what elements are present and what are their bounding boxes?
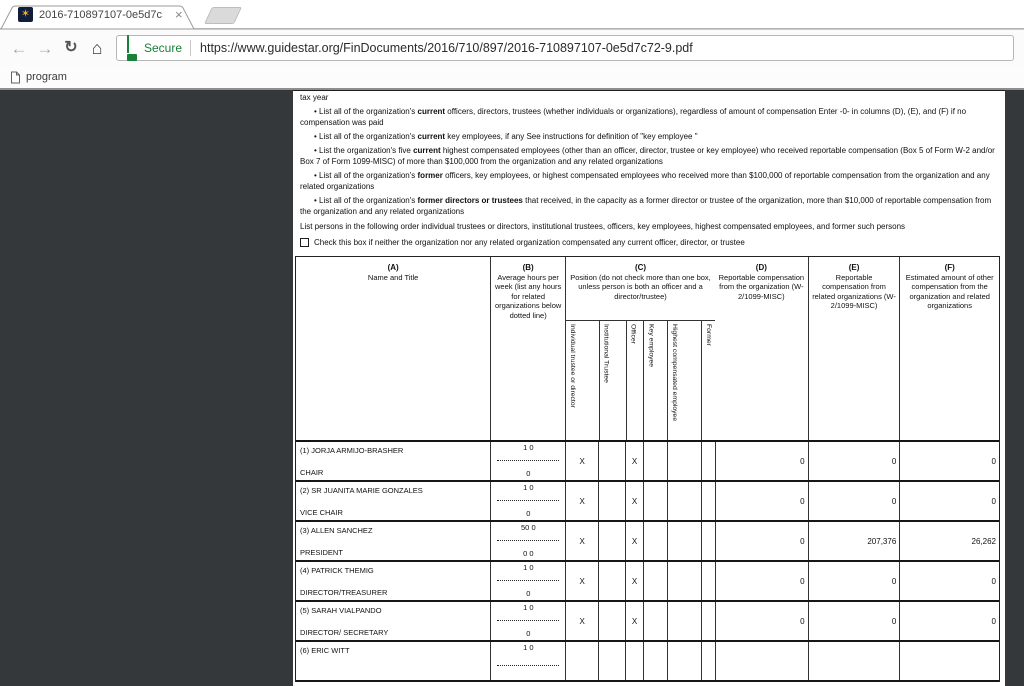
dotted-line	[497, 500, 559, 501]
form-rule-line	[293, 90, 1005, 91]
table-row: (4) PATRICK THEMIG DIRECTOR/TREASURER 1 0 0 X X 0 0 0	[296, 562, 999, 602]
col-header-name-title: (A) Name and Title	[367, 263, 419, 282]
person-title: CHAIR	[300, 468, 324, 477]
comp-related-value: 0	[808, 602, 900, 640]
instruction-bullet: • List all of the organization's current key employees, if any See instructions for definition of "key employee "	[300, 131, 998, 142]
other-comp-value: 26,262	[899, 522, 999, 560]
back-icon[interactable]: ←	[10, 38, 28, 58]
no-compensation-checkline	[300, 237, 998, 248]
pdf-page	[293, 90, 1005, 686]
col-header-reportable-comp-org: (D) Reportable compensation from the organization (W-2/1099-MISC)	[718, 263, 805, 301]
table-row: (3) ALLEN SANCHEZ PRESIDENT 50 0 0 0 X X 0 207,376 26,262	[296, 522, 999, 562]
other-comp-value: 0	[899, 482, 999, 520]
url-text[interactable]: https://www.guidestar.org/FinDocuments/2016/710/897/2016-710897107-0e5d7c72-9.pdf	[200, 41, 693, 55]
bookmarks-bar	[0, 66, 1024, 88]
instruction-bullet: • List all of the organization's former officers, key employees, or highest compensated employees who received more than $100,000 of reportable compensation from the organization and any related organizations	[300, 170, 998, 192]
person-name: (4) PATRICK THEMIG	[300, 566, 374, 575]
comp-related-value: 0	[808, 442, 900, 480]
browser-toolbar	[0, 30, 1024, 66]
reload-icon[interactable]: ↻	[64, 39, 78, 56]
subcol-individual-trustee: Individual trustee or director	[568, 324, 576, 408]
dotted-line	[497, 460, 559, 461]
person-name: (6) ERIC WITT	[300, 646, 350, 655]
subcol-key-employee: Key employee	[643, 321, 667, 440]
pdf-viewer[interactable]	[0, 88, 1024, 686]
checkbox-label: Check this box if neither the organization nor any related organization compensated any current officer, director, or trustee	[314, 238, 745, 247]
subcol-former: Former	[701, 321, 715, 440]
tax-year-text: tax year	[300, 93, 329, 102]
subcol-highest-compensated: Highest compensated employee	[667, 321, 701, 440]
comp-org-value: 0	[715, 602, 808, 640]
listing-order-note: List persons in the following order individual trustees or directors, institutional trustees, officers, key employees, highest compensated employees, and former such persons	[300, 222, 906, 231]
home-icon[interactable]: ⌂	[91, 38, 103, 58]
instruction-bullet: • List all of the organization's former directors or trustees that received, in the capacity as a former director or trustee of the organization, more than $10,000 of reportable compensation from the organization and any related organizations	[300, 195, 998, 217]
comp-org-value: 0	[715, 442, 808, 480]
person-title: DIRECTOR/TREASURER	[300, 588, 388, 597]
person-title: PRESIDENT	[300, 548, 343, 557]
checkbox-icon	[300, 238, 309, 247]
comp-org-value: 0	[715, 562, 808, 600]
dotted-line	[497, 620, 559, 621]
tab-title: 2016-710897107-0e5d7c	[39, 8, 162, 21]
bookmark-program[interactable]	[6, 70, 71, 85]
forward-icon[interactable]: →	[36, 38, 54, 58]
comp-org-value: 0	[715, 522, 808, 560]
comp-org-value: 0	[715, 482, 808, 520]
new-tab-button[interactable]	[204, 7, 242, 24]
secure-label[interactable]: Secure	[144, 41, 183, 55]
subcol-institutional-trustee: Institutional Trustee	[599, 321, 626, 440]
other-comp-value	[899, 642, 999, 680]
instruction-bullet: • List the organization's five current highest compensated employees (other than an officer, director, trustee or key employee) who received reportable compensation (Box 5 of Form W-2 and/or Box 7 of Form 1099-MISC) of more than $100,000 from the organization and any related organizations	[300, 145, 998, 167]
table-header	[296, 257, 999, 442]
browser-tab[interactable]	[0, 4, 196, 28]
col-header-other-comp: (F) Estimated amount of other compensation from the organization and related organizations	[899, 257, 999, 440]
tab-strip	[0, 0, 1024, 28]
compensation-table	[295, 256, 1000, 682]
comp-related-value	[808, 642, 900, 680]
col-header-average-hours: (B) Average hours per week (list any hours for related organizations below dotted line)	[490, 257, 565, 440]
person-name: (5) SARAH VIALPANDO	[300, 606, 382, 615]
dotted-line	[497, 580, 559, 581]
person-name: (1) JORJA ARMIJO-BRASHER	[300, 446, 404, 455]
page-icon	[10, 71, 21, 84]
table-row: (6) ERIC WITT 1 0	[296, 642, 999, 682]
table-row: (5) SARAH VIALPANDO DIRECTOR/ SECRETARY 1 0 0 X X 0 0 0	[296, 602, 999, 642]
tab-close-icon[interactable]: ×	[175, 7, 183, 22]
secure-padlock-icon	[127, 36, 138, 61]
comp-related-value: 0	[808, 482, 900, 520]
other-comp-value: 0	[899, 602, 999, 640]
table-row: (2) SR JUANITA MARIE GONZALES VICE CHAIR 1 0 0 X X 0 0 0	[296, 482, 999, 522]
col-header-position: (C) Position (do not check more than one box, unless person is both an officer and a director/trustee) Individual trustee or director Institutional Trustee Officer Key employee Highest compensated employee Former	[565, 257, 715, 440]
guidestar-favicon-star-icon: ✶	[18, 7, 33, 22]
person-name: (2) SR JUANITA MARIE GONZALES	[300, 486, 423, 495]
table-row: (1) JORJA ARMIJO-BRASHER CHAIR 1 0 0 X X 0 0 0	[296, 442, 999, 482]
comp-related-value: 0	[808, 562, 900, 600]
comp-org-value	[715, 642, 808, 680]
col-header-reportable-comp-related: (E) Reportable compensation from related organizations (W- 2/1099-MISC)	[808, 257, 900, 440]
other-comp-value: 0	[899, 562, 999, 600]
person-name: (3) ALLEN SANCHEZ	[300, 526, 373, 535]
person-title: DIRECTOR/ SECRETARY	[300, 628, 389, 637]
url-bar[interactable]	[116, 35, 1014, 61]
omnibox-separator	[190, 40, 191, 56]
instruction-bullet: • List all of the organization's current officers, directors, trustees (whether individuals or organizations), regardless of amount of compensation Enter -0- in columns (D), (E), and (F) if no compensation was paid	[300, 106, 998, 128]
subcol-officer: Officer	[626, 321, 644, 440]
dotted-line	[497, 540, 559, 541]
other-comp-value: 0	[899, 442, 999, 480]
person-title: VICE CHAIR	[300, 508, 343, 517]
comp-related-value: 207,376	[808, 522, 900, 560]
bookmark-label: program	[26, 71, 67, 83]
dotted-line	[497, 665, 559, 666]
